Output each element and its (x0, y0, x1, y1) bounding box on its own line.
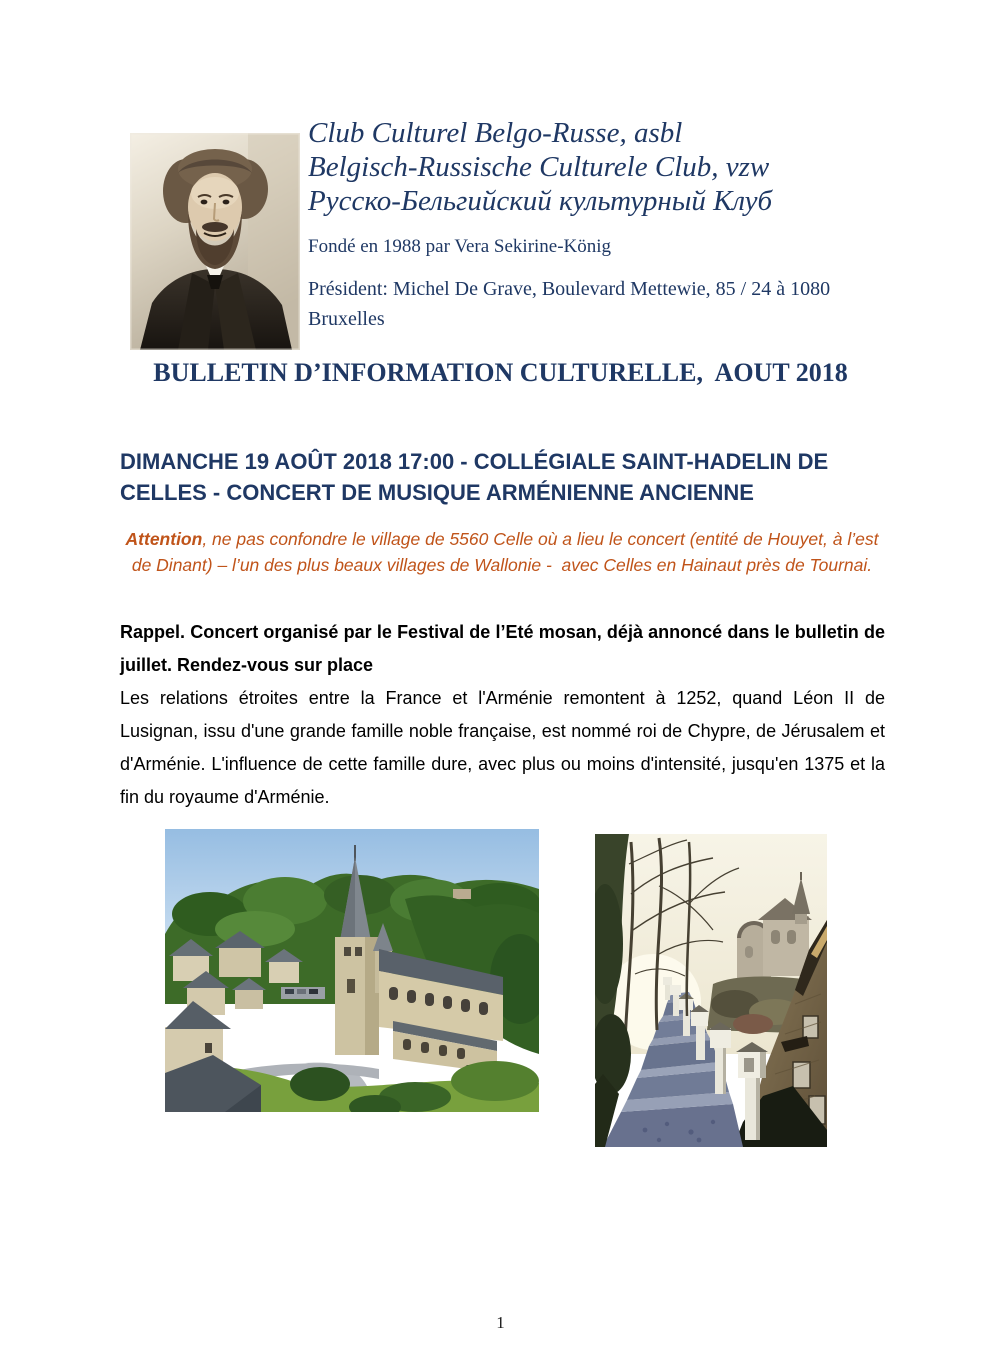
org-name-dutch: Belgisch-Russische Culturele Club, vzw (308, 151, 770, 183)
founded-line: Fondé en 1988 par Vera Sekirine-König (308, 236, 612, 257)
rappel-section (120, 616, 885, 814)
photo-stairway-illustration (595, 834, 827, 1147)
event-heading-line2: CELLES - CONCERT DE MUSIQUE ARMÉNIENNE ANCIENNE (120, 480, 754, 505)
portrait-illustration (130, 133, 300, 350)
org-name-russian: Русско-Бельгийский культурный Клуб (308, 185, 773, 217)
rappel-bold-paragraph: Rappel. Concert organisé par le Festival de l’Eté mosan, déjà annoncé dans le bulletin de juillet. Rendez-vous sur place (120, 622, 885, 675)
attention-lead: Attention (125, 529, 203, 549)
founder-portrait-image (130, 133, 300, 350)
photo-stairway-shrines (595, 834, 827, 1147)
attention-note (120, 526, 884, 578)
president-line: Président: Michel De Grave, Boulevard Mettewie, 85 / 24 à 1080 Bruxelles (308, 278, 831, 330)
photo-collegiale-illustration (165, 829, 539, 1112)
org-header (308, 116, 908, 334)
rappel-body-paragraph: Les relations étroites entre la France et l'Arménie remontent à 1252, quand Léon II de Lusignan, issu d'une grande famille noble française, est nommé roi de Chypre, de Jérusalem et d'Arménie. L'influence de cette famille dure, avec plus ou moins d'intensité, jusqu'en 1375 et la fin du royaume d'Arménie. (120, 688, 885, 807)
org-name-french: Club Culturel Belgo-Russe, asbl (308, 117, 683, 149)
bulletin-title: BULLETIN D’INFORMATION CULTURELLE, AOUT 2018 (153, 358, 848, 387)
event-heading-line1: DIMANCHE 19 AOÛT 2018 17:00 - COLLÉGIALE SAINT-HADELIN DE (120, 449, 829, 474)
event-heading (120, 446, 902, 508)
photo-collegiale-celles (165, 829, 539, 1112)
attention-text: , ne pas confondre le village de 5560 Celle où a lieu le concert (entité de Houyet, à l’est de Dinant) – l’un des plus beaux villages de Wallonie - avec Celles en Hainaut près de Tournai. (131, 529, 884, 575)
page-number: 1 (496, 1313, 505, 1332)
